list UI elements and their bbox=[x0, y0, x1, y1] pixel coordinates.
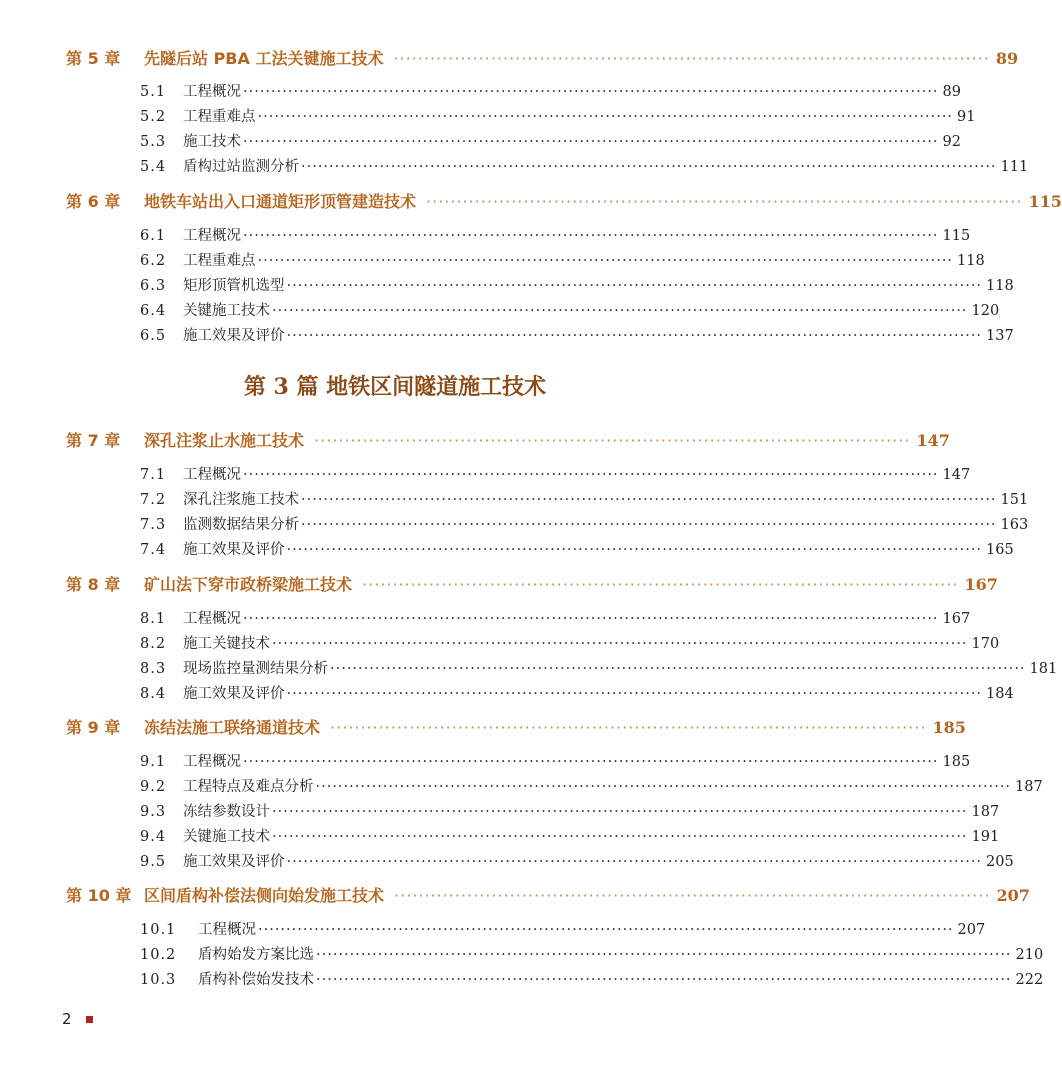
leader-dots: ···························································································································· bbox=[286, 542, 983, 558]
section-page: 151 bbox=[1000, 492, 1029, 508]
leader-dots: ···························································································································· bbox=[258, 922, 954, 938]
leader-dots: ·································································································· bbox=[362, 575, 959, 594]
leader-dots: ···························································································································· bbox=[243, 134, 939, 150]
section-page: 137 bbox=[986, 328, 1014, 344]
chapter-page: 115 bbox=[1028, 192, 1062, 211]
section-page: 187 bbox=[1015, 779, 1043, 795]
chapter-number: 第 9 章 bbox=[66, 718, 121, 737]
section-page: 184 bbox=[986, 686, 1014, 702]
leader-dots: ···························································································································· bbox=[301, 517, 997, 533]
section-title: 现场监控量测结果分析 bbox=[183, 661, 328, 677]
leader-dots: ···························································································································· bbox=[286, 686, 983, 702]
leader-dots: ···························································································································· bbox=[286, 328, 983, 344]
section-title: 冻结参数设计 bbox=[183, 804, 270, 820]
section-number: 7.2 bbox=[140, 492, 167, 508]
section-page: 191 bbox=[971, 829, 1000, 845]
section-entry[interactable] bbox=[140, 274, 1014, 298]
leader-dots: ···························································································································· bbox=[272, 804, 968, 820]
chapter-8-entry[interactable] bbox=[66, 572, 998, 600]
leader-dots: ·································································································· bbox=[426, 192, 1023, 211]
section-title: 关键施工技术 bbox=[183, 829, 270, 845]
chapter-page: 167 bbox=[964, 575, 998, 594]
page-number: 2 bbox=[62, 1010, 72, 1028]
section-entry[interactable] bbox=[140, 130, 961, 154]
section-number: 6.3 bbox=[140, 278, 167, 294]
section-number: 5.3 bbox=[140, 134, 167, 150]
chapter-page: 89 bbox=[995, 49, 1019, 68]
section-entry[interactable] bbox=[140, 968, 1044, 992]
section-title: 盾构过站监测分析 bbox=[183, 159, 299, 175]
section-title: 工程概况 bbox=[183, 467, 241, 483]
section-page: 118 bbox=[986, 278, 1014, 294]
section-number: 5.4 bbox=[140, 159, 167, 175]
leader-dots: ·································································································· bbox=[330, 718, 927, 737]
leader-dots: ···························································································································· bbox=[272, 636, 968, 652]
section-title: 工程重难点 bbox=[183, 109, 256, 125]
section-page: 205 bbox=[986, 854, 1014, 870]
section-page: 147 bbox=[942, 467, 971, 483]
section-title: 工程重难点 bbox=[183, 253, 256, 269]
section-number: 9.2 bbox=[140, 779, 167, 795]
section-page: 165 bbox=[986, 542, 1014, 558]
leader-dots: ···························································································································· bbox=[243, 84, 939, 100]
chapter-page: 147 bbox=[916, 431, 950, 450]
section-page: 120 bbox=[971, 303, 1000, 319]
leader-dots: ···························································································································· bbox=[272, 303, 968, 319]
section-entry[interactable] bbox=[140, 299, 1000, 323]
chapter-title: 区间盾构补偿法侧向始发施工技术 bbox=[144, 886, 385, 905]
section-entry[interactable] bbox=[140, 825, 1000, 849]
leader-dots: ···························································································································· bbox=[243, 754, 939, 770]
section-number: 5.2 bbox=[140, 109, 167, 125]
section-entry[interactable] bbox=[140, 750, 971, 774]
section-number: 8.3 bbox=[140, 661, 167, 677]
chapter-number: 第 10 章 bbox=[66, 886, 132, 905]
section-page: 167 bbox=[942, 611, 971, 627]
leader-dots: ···························································································································· bbox=[301, 159, 997, 175]
section-number: 6.1 bbox=[140, 228, 167, 244]
section-page: 222 bbox=[1015, 972, 1044, 988]
chapter-number: 第 7 章 bbox=[66, 431, 121, 450]
section-title: 盾构始发方案比选 bbox=[198, 947, 314, 963]
section-title: 关键施工技术 bbox=[183, 303, 270, 319]
leader-dots: ···························································································································· bbox=[272, 829, 968, 845]
section-entry[interactable] bbox=[140, 538, 1014, 562]
section-title: 深孔注浆施工技术 bbox=[183, 492, 299, 508]
section-page: 92 bbox=[942, 134, 961, 150]
leader-dots: ···························································································································· bbox=[316, 972, 1012, 988]
section-entry[interactable] bbox=[140, 800, 1000, 824]
section-entry[interactable] bbox=[140, 105, 976, 129]
section-entry[interactable] bbox=[140, 155, 1029, 179]
section-number: 9.5 bbox=[140, 854, 167, 870]
section-page: 210 bbox=[1015, 947, 1044, 963]
leader-dots: ·································································································· bbox=[314, 431, 911, 450]
section-number: 8.4 bbox=[140, 686, 167, 702]
part-heading: 第 3 篇 地铁区间隧道施工技术 bbox=[243, 374, 547, 400]
chapter-page: 207 bbox=[996, 886, 1030, 905]
section-title: 施工效果及评价 bbox=[183, 854, 285, 870]
section-number: 9.3 bbox=[140, 804, 167, 820]
section-page: 207 bbox=[957, 922, 986, 938]
section-page: 163 bbox=[1000, 517, 1029, 533]
section-title: 工程概况 bbox=[183, 754, 241, 770]
leader-dots: ···························································································································· bbox=[316, 947, 1012, 963]
section-page: 185 bbox=[942, 754, 971, 770]
chapter-number: 第 8 章 bbox=[66, 575, 121, 594]
leader-dots: ···························································································································· bbox=[257, 253, 954, 269]
section-entry[interactable] bbox=[140, 324, 1014, 348]
chapter-title: 先隧后站 PBA 工法关键施工技术 bbox=[144, 49, 384, 68]
chapter-title: 地铁车站出入口通道矩形顶管建造技术 bbox=[144, 192, 417, 211]
leader-dots: ···························································································································· bbox=[286, 854, 983, 870]
section-number: 8.2 bbox=[140, 636, 167, 652]
section-page: 89 bbox=[942, 84, 961, 100]
section-title: 监测数据结果分析 bbox=[183, 517, 299, 533]
section-entry[interactable] bbox=[140, 249, 985, 273]
leader-dots: ···························································································································· bbox=[243, 467, 939, 483]
section-number: 6.4 bbox=[140, 303, 167, 319]
section-entry[interactable] bbox=[140, 80, 961, 104]
section-entry[interactable] bbox=[140, 943, 1044, 967]
section-page: 115 bbox=[942, 228, 971, 244]
chapter-6-entry[interactable] bbox=[66, 189, 1062, 217]
leader-dots: ·································································································· bbox=[394, 886, 991, 905]
leader-dots: ···························································································································· bbox=[330, 661, 1026, 677]
section-title: 工程概况 bbox=[183, 228, 241, 244]
section-number: 7.1 bbox=[140, 467, 167, 483]
section-title: 工程概况 bbox=[198, 922, 256, 938]
chapter-title: 矿山法下穿市政桥梁施工技术 bbox=[144, 575, 353, 594]
square-marker-icon bbox=[86, 1016, 93, 1023]
section-entry[interactable] bbox=[140, 657, 1058, 681]
leader-dots: ···························································································································· bbox=[243, 611, 939, 627]
leader-dots: ···························································································································· bbox=[257, 109, 954, 125]
section-title: 施工关键技术 bbox=[183, 636, 270, 652]
section-title: 施工效果及评价 bbox=[183, 328, 285, 344]
section-entry[interactable] bbox=[140, 918, 986, 942]
section-number: 7.3 bbox=[140, 517, 167, 533]
chapter-number: 第 5 章 bbox=[66, 49, 121, 68]
section-page: 187 bbox=[971, 804, 1000, 820]
section-page: 91 bbox=[957, 109, 976, 125]
leader-dots: ···························································································································· bbox=[301, 492, 997, 508]
section-entry[interactable] bbox=[140, 488, 1029, 512]
leader-dots: ···························································································································· bbox=[286, 278, 983, 294]
leader-dots: ···························································································································· bbox=[315, 779, 1012, 795]
section-entry[interactable] bbox=[140, 607, 971, 631]
section-entry[interactable] bbox=[140, 850, 1014, 874]
section-number: 5.1 bbox=[140, 84, 167, 100]
leader-dots: ·································································································· bbox=[393, 49, 990, 68]
section-number: 9.4 bbox=[140, 829, 167, 845]
section-title: 工程特点及难点分析 bbox=[183, 779, 314, 795]
page-footer bbox=[62, 1010, 93, 1028]
chapter-9-entry[interactable] bbox=[66, 715, 966, 743]
section-number: 9.1 bbox=[140, 754, 167, 770]
chapter-7-entry[interactable] bbox=[66, 428, 950, 456]
chapter-page: 185 bbox=[932, 718, 966, 737]
section-page: 170 bbox=[971, 636, 1000, 652]
section-entry[interactable] bbox=[140, 775, 1043, 799]
section-number: 10.1 bbox=[140, 922, 177, 938]
section-entry[interactable] bbox=[140, 463, 971, 487]
section-title: 施工技术 bbox=[183, 134, 241, 150]
chapter-5-entry[interactable] bbox=[66, 46, 1019, 74]
section-title: 盾构补偿始发技术 bbox=[198, 972, 314, 988]
section-entry[interactable] bbox=[140, 632, 1000, 656]
section-title: 矩形顶管机选型 bbox=[183, 278, 285, 294]
section-entry[interactable] bbox=[140, 682, 1014, 706]
section-number: 10.3 bbox=[140, 972, 177, 988]
chapter-number: 第 6 章 bbox=[66, 192, 121, 211]
section-number: 7.4 bbox=[140, 542, 167, 558]
section-entry[interactable] bbox=[140, 513, 1029, 537]
leader-dots: ···························································································································· bbox=[243, 228, 939, 244]
chapter-title: 冻结法施工联络通道技术 bbox=[144, 718, 321, 737]
section-entry[interactable] bbox=[140, 224, 971, 248]
section-number: 10.2 bbox=[140, 947, 177, 963]
section-title: 工程概况 bbox=[183, 84, 241, 100]
section-page: 181 bbox=[1029, 661, 1058, 677]
section-number: 6.2 bbox=[140, 253, 167, 269]
section-title: 施工效果及评价 bbox=[183, 542, 285, 558]
section-page: 111 bbox=[1000, 159, 1029, 175]
section-number: 6.5 bbox=[140, 328, 167, 344]
section-title: 施工效果及评价 bbox=[183, 686, 285, 702]
section-number: 8.1 bbox=[140, 611, 167, 627]
section-page: 118 bbox=[957, 253, 985, 269]
section-title: 工程概况 bbox=[183, 611, 241, 627]
chapter-title: 深孔注浆止水施工技术 bbox=[144, 431, 305, 450]
chapter-10-entry[interactable] bbox=[66, 883, 1030, 911]
